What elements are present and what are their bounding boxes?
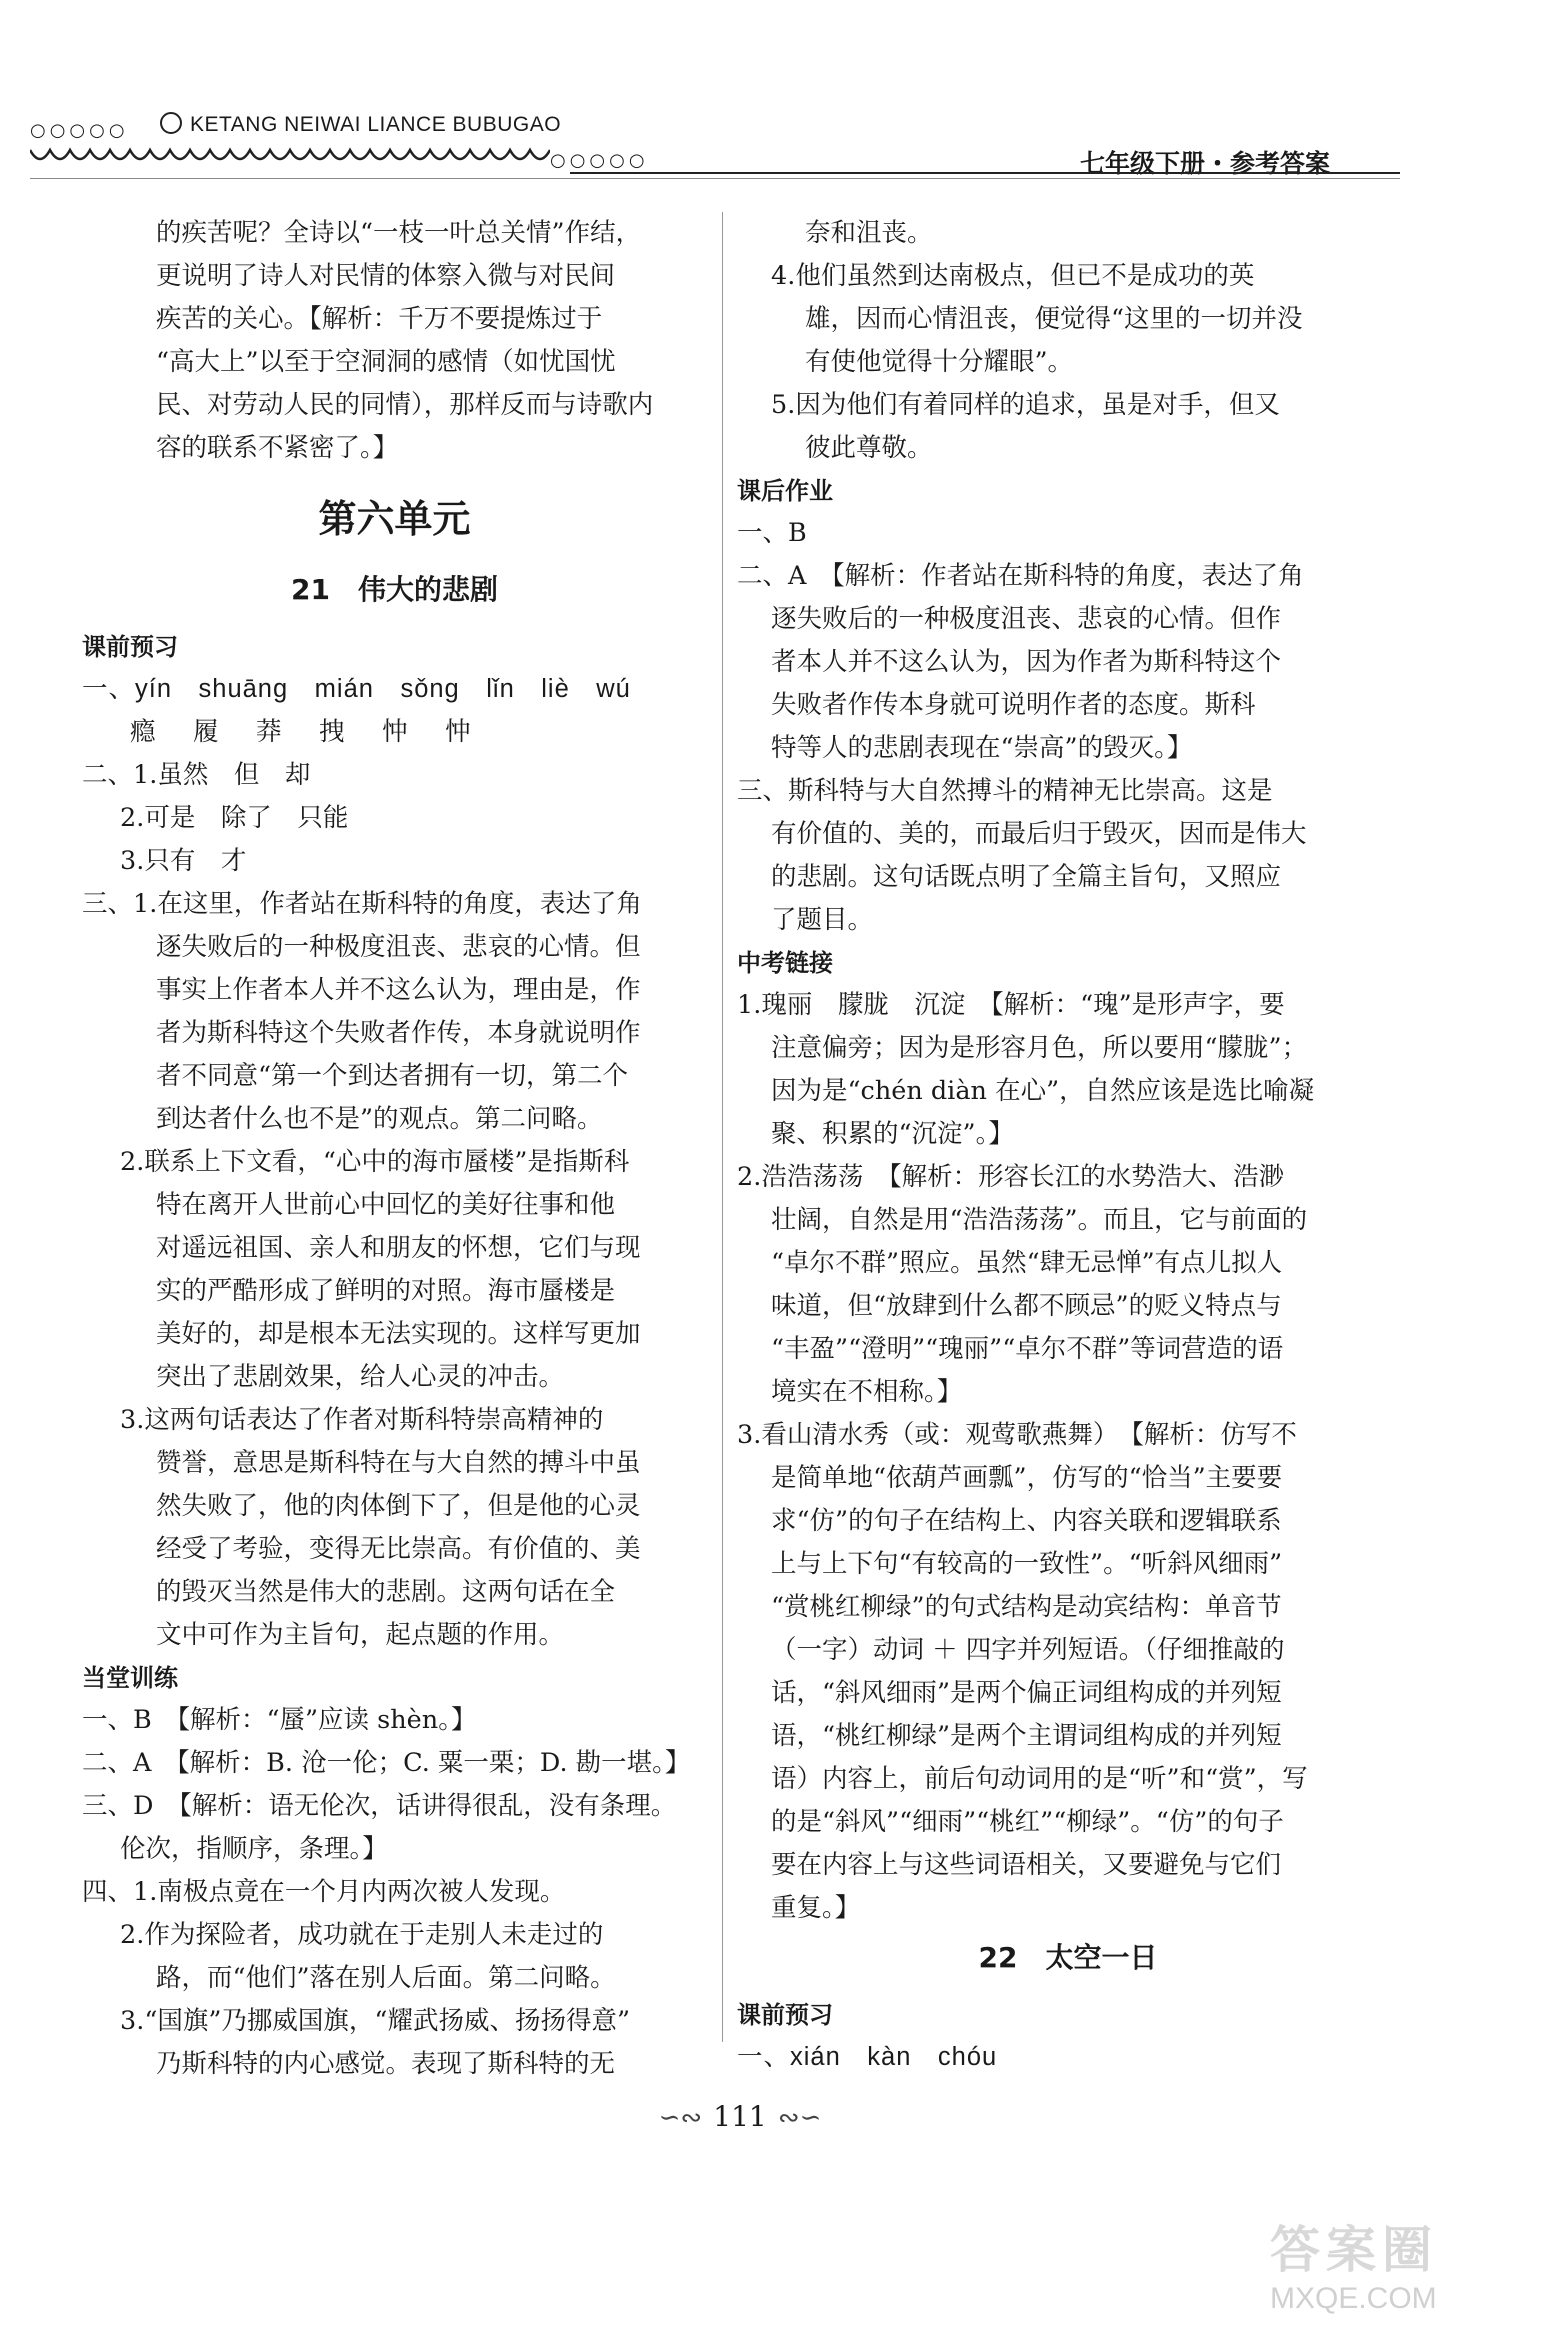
text-line: 突出了悲剧效果，给人心灵的冲击。: [156, 1362, 565, 1392]
text-line: “丰盈”“澄明”“瑰丽”“卓尔不群”等词营造的语: [771, 1334, 1284, 1364]
text-line: 民、对劳动人民的同情），那样反而与诗歌内: [156, 390, 654, 420]
text-line: 话，“斜风细雨”是两个偏正词组构成的并列短: [771, 1678, 1282, 1708]
text-line: “高大上”以至于空洞洞的感情（如忧国忧: [156, 347, 616, 377]
text-line: 重复。】: [771, 1893, 861, 1923]
text-line: 的悲剧。这句话既点明了全篇主旨句，又照应: [771, 862, 1282, 892]
text-line: 逐失败后的一种极度沮丧、悲哀的心情。但作: [771, 604, 1282, 634]
header-rule: [570, 172, 1400, 174]
column-divider: [722, 212, 723, 2042]
header-rule-thin: [30, 178, 1400, 179]
text-line: 者不同意“第一个到达者拥有一切，第二个: [156, 1061, 629, 1091]
text-line: 二、1.虽然 但 却: [82, 760, 311, 790]
text-line: 语，“桃红柳绿”是两个主谓词组构成的并列短: [771, 1721, 1282, 1751]
pinyin-line: 一、yín shuāng mián sǒng lǐn liè wú: [82, 675, 631, 703]
text-line: 瘾 履 莽 拽 忡 忡: [130, 717, 477, 747]
text-line: 赞誉，意思是斯科特在与大自然的搏斗中虽: [156, 1448, 641, 1478]
text-line: 上与上下句“有较高的一致性”。“听斜风细雨”: [771, 1549, 1283, 1579]
watermark: [1270, 2210, 1530, 2320]
text-line: “赏桃红柳绿”的句式结构是动宾结构：单音节: [771, 1592, 1282, 1622]
text-line: 伦次，指顺序，条理。】: [120, 1834, 388, 1864]
text-line: 特等人的悲剧表现在“崇高”的毁灭。】: [771, 733, 1193, 763]
text-line: 实的严酷形成了鲜明的对照。海市蜃楼是: [156, 1276, 616, 1306]
text-line: 文中可作为主旨句，起点题的作用。: [156, 1620, 565, 1650]
text-line: 容的联系不紧密了。】: [156, 433, 399, 463]
pinyin-line: 一、xián kàn chóu: [737, 2043, 998, 2071]
text-line: 美好的，却是根本无法实现的。这样写更加: [156, 1319, 641, 1349]
text-line: 者为斯科特这个失败者作传，本身就说明作: [156, 1018, 641, 1048]
text-line: 更说明了诗人对民情的体察入微与对民间: [156, 261, 616, 291]
text-line: 失败者作传本身就可说明作者的态度。斯科: [771, 690, 1256, 720]
text-line: 聚、积累的“沉淀”。】: [771, 1119, 1014, 1149]
brand-text: KETANG NEIWAI LIANCE BUBUGAO: [190, 113, 562, 136]
text-line: 3.“国旗”乃挪威国旗，“耀武扬威、扬扬得意”: [120, 2006, 630, 2036]
text-line: 三、D 【解析：语无伦次，话讲得很乱，没有条理。: [82, 1791, 677, 1821]
text-line: 四、1.南极点竟在一个月内两次被人发现。: [82, 1877, 566, 1907]
unit-title: 第六单元: [318, 497, 471, 541]
text-line: 2.浩浩荡荡 【解析：形容长江的水势浩大、浩渺: [737, 1162, 1285, 1192]
text-line: （一字）动词 ＋ 四字并列短语。（仔细推敲的: [771, 1635, 1285, 1665]
footer-ornament-left-icon: ∽∾: [658, 2103, 703, 2133]
text-line: 语）内容上，前后句动词用的是“听”和“赏”，写: [771, 1764, 1308, 1794]
text-line: 乃斯科特的内心感觉。表现了斯科特的无: [156, 2049, 616, 2079]
watermark-url: MXQE.COM: [1270, 2282, 1437, 2315]
text-line: 注意偏旁；因为是形容月色，所以要用“朦胧”；: [771, 1033, 1308, 1063]
right-column: [737, 212, 1399, 2079]
page-header: [30, 110, 1400, 200]
text-line: 一、B 【解析：“蜃”应读 shèn。】: [82, 1705, 477, 1735]
header-dots-right: ○○○○○: [550, 150, 649, 171]
text-line: 2.可是 除了 只能: [120, 803, 349, 833]
text-line: 1.瑰丽 朦胧 沉淀 【解析：“瑰”是形声字，要: [737, 990, 1285, 1020]
text-line: 4.他们虽然到达南极点，但已不是成功的英: [771, 261, 1255, 291]
text-line: 到达者什么也不是”的观点。第二问略。: [156, 1104, 603, 1134]
text-line: 3.看山清水秀（或：观莺歌燕舞） 【解析：仿写不: [737, 1420, 1297, 1450]
text-line: 一、B: [737, 518, 807, 548]
lesson-title: 21 伟大的悲剧: [291, 573, 498, 606]
text-line: 疾苦的关心。【解析：千万不要提炼过于: [156, 304, 603, 334]
text-line: 了题目。: [771, 905, 874, 935]
text-line: 奈和沮丧。: [805, 218, 933, 248]
page-label: 七年级下册・参考答案: [1079, 149, 1330, 178]
text-line: 三、1.在这里，作者站在斯科特的角度，表达了角: [82, 889, 642, 919]
text-line: 路，而“他们”落在别人后面。第二问略。: [156, 1963, 616, 1993]
text-line: 雄，因而心情沮丧，便觉得“这里的一切并没: [805, 304, 1303, 334]
text-line: 2.作为探险者，成功就在于走别人未走过的: [120, 1920, 604, 1950]
text-line: 二、A 【解析：作者站在斯科特的角度，表达了角: [737, 561, 1304, 591]
text-line: 有价值的、美的，而最后归于毁灭，因而是伟大: [771, 819, 1307, 849]
text-line: 事实上作者本人并不这么认为，理由是，作: [156, 975, 641, 1005]
page-footer: [640, 2100, 840, 2150]
text-line: 要在内容上与这些词语相关，又要避免与它们: [771, 1850, 1282, 1880]
text-line: 壮阔，自然是用“浩浩荡荡”。而且，它与前面的: [771, 1205, 1308, 1235]
text-line: 者本人并不这么认为，因为作者为斯科特这个: [771, 647, 1282, 677]
text-line: 经受了考验，变得无比崇高。有价值的、美: [156, 1534, 641, 1564]
text-line: 彼此尊敬。: [805, 433, 933, 463]
header-wave-ornament: [30, 140, 550, 170]
text-line: 二、A 【解析：B. 沧一伦；C. 粟一栗；D. 勘一堪。】: [82, 1748, 691, 1778]
text-line: 三、斯科特与大自然搏斗的精神无比崇高。这是: [737, 776, 1273, 806]
text-line: 特在离开人世前心中回忆的美好往事和他: [156, 1190, 616, 1220]
footer-ornament-right-icon: ∾∽: [777, 2103, 822, 2133]
section-heading: 课前预习: [82, 633, 178, 661]
text-line: 的疾苦呢？全诗以“一枝一叶总关情”作结，: [156, 218, 642, 248]
text-line: 3.只有 才: [120, 846, 247, 876]
text-line: 逐失败后的一种极度沮丧、悲哀的心情。但: [156, 932, 641, 962]
header-dots-left: ○○○○○: [30, 120, 129, 141]
text-line: 求“仿”的句子在结构上、内容关联和逻辑联系: [771, 1506, 1282, 1536]
section-heading: 课前预习: [737, 2001, 833, 2029]
section-heading: 课后作业: [737, 477, 833, 505]
text-line: 3.这两句话表达了作者对斯科特崇高精神的: [120, 1405, 604, 1435]
text-line: 的是“斜风”“细雨”“桃红”“柳绿”。“仿”的句子: [771, 1807, 1284, 1837]
header-brand: [160, 112, 561, 137]
text-line: 对遥远祖国、亲人和朋友的怀想，它们与现: [156, 1233, 641, 1263]
text-line: 2.联系上下文看，“心中的海市蜃楼”是指斯科: [120, 1147, 630, 1177]
text-line: 5.因为他们有着同样的追求，虽是对手，但又: [771, 390, 1280, 420]
text-line: 有使他觉得十分耀眼”。: [805, 347, 1074, 377]
left-column: [82, 212, 707, 2086]
section-heading: 当堂训练: [82, 1664, 178, 1692]
watermark-logo: 答案圈: [1270, 2221, 1438, 2279]
brand-ring-icon: [160, 112, 182, 134]
text-line: 然失败了，他的肉体倒下了，但是他的心灵: [156, 1491, 641, 1521]
text-line: 境实在不相称。】: [771, 1377, 963, 1407]
text-line: 的毁灭当然是伟大的悲剧。这两句话在全: [156, 1577, 616, 1607]
section-heading: 中考链接: [737, 949, 833, 977]
text-line: 是简单地“依葫芦画瓢”，仿写的“恰当”主要要: [771, 1463, 1283, 1493]
text-line: 因为是“chén diàn 在心”，自然应该是选比喻凝: [771, 1076, 1315, 1106]
page-number: 111: [713, 2100, 767, 2133]
text-line: “卓尔不群”照应。虽然“肆无忌惮”有点儿拟人: [771, 1248, 1283, 1278]
lesson-title: 22 太空一日: [978, 1941, 1158, 1974]
text-line: 味道，但“放肆到什么都不顾忌”的贬义特点与: [771, 1291, 1282, 1321]
